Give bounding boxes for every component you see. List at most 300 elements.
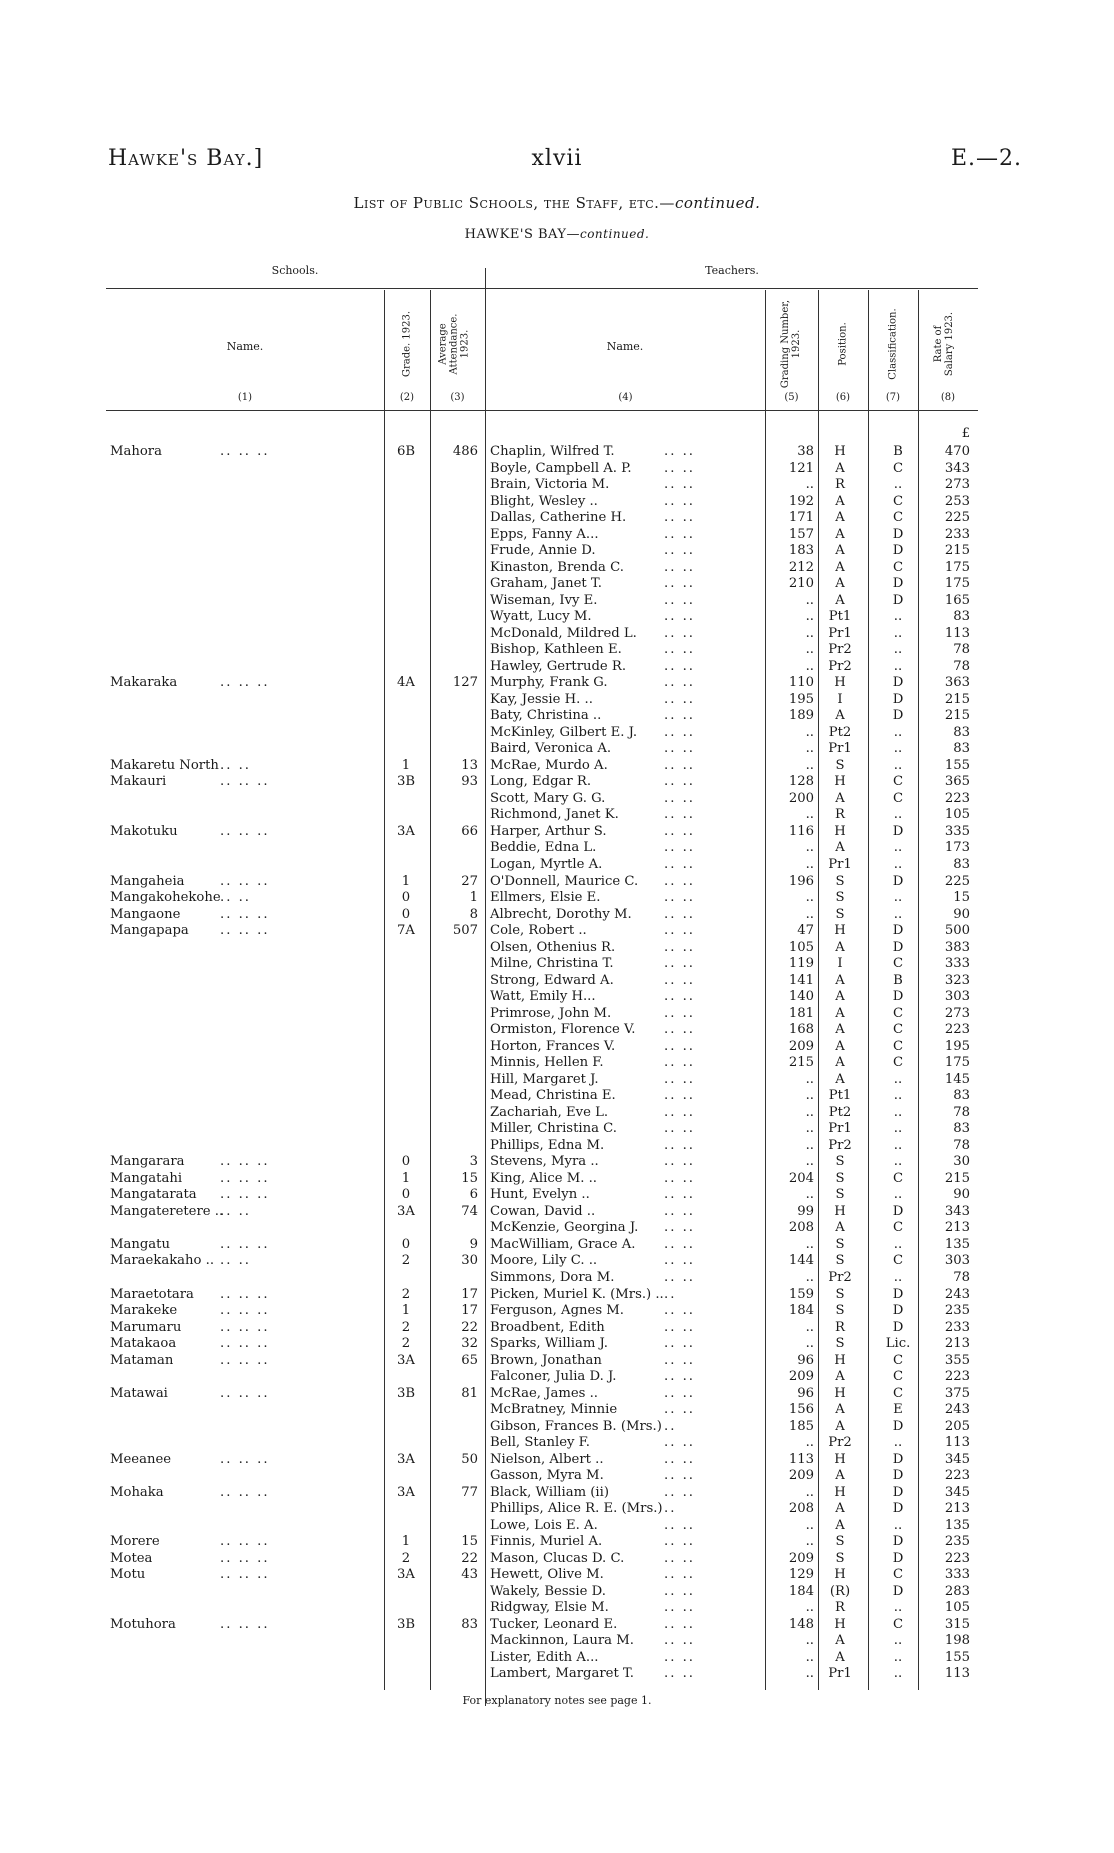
table-row [0, 1287, 1114, 1304]
grading-number: 204 [788, 1170, 814, 1186]
table-row [0, 543, 1114, 560]
teacher-name: Baty, Christina .. [490, 708, 602, 724]
position: Pt1 [828, 609, 852, 625]
grading-number: .. [805, 1187, 814, 1203]
classification: C [892, 510, 904, 526]
school-leader-dots: .. .. .. [220, 1170, 270, 1186]
teacher-name: Albrecht, Dorothy M. [490, 906, 632, 922]
classification: C [892, 1170, 904, 1186]
grading-number: .. [805, 1319, 814, 1335]
teacher-leader-dots: .. .. [664, 1319, 695, 1335]
teacher-leader-dots: .. .. [664, 923, 695, 939]
school-attendance: 74 [461, 1203, 478, 1219]
salary: 173 [944, 840, 970, 856]
salary: 145 [944, 1071, 970, 1087]
position: H [834, 675, 846, 691]
table-row [0, 1006, 1114, 1023]
position: A [835, 1633, 845, 1649]
teacher-name: Lowe, Lois E. A. [490, 1517, 598, 1533]
position: A [835, 543, 845, 559]
teacher-name-header: Name. [606, 340, 644, 353]
salary: 223 [944, 790, 970, 806]
table-row [0, 741, 1114, 758]
school-attendance: 8 [469, 906, 478, 922]
grading-number: 157 [788, 526, 814, 542]
position: H [834, 823, 846, 839]
position: A [835, 1022, 845, 1038]
table-row [0, 1105, 1114, 1122]
teacher-name: Ferguson, Agnes M. [490, 1303, 624, 1319]
teacher-name: Gasson, Myra M. [490, 1468, 604, 1484]
position: H [834, 1451, 846, 1467]
school-leader-dots: .. .. .. [220, 1286, 270, 1302]
teacher-name: Mackinnon, Laura M. [490, 1633, 634, 1649]
salary: 83 [953, 741, 970, 757]
teacher-name: Hewett, Olive M. [490, 1567, 604, 1583]
salary: 335 [944, 823, 970, 839]
salary: 175 [944, 1055, 970, 1071]
table-row [0, 1072, 1114, 1089]
teacher-name: Finnis, Muriel A. [490, 1534, 603, 1550]
school-name: Mangaone [110, 906, 181, 922]
teacher-leader-dots: .. .. [664, 1468, 695, 1484]
classification: .. [893, 1270, 903, 1285]
salary: 135 [944, 1236, 970, 1252]
position: S [835, 873, 845, 889]
position: A [835, 972, 845, 988]
title-main: List of Public Schools, the Staff, etc.— [353, 194, 675, 212]
teachers-group-header: Teachers. [705, 264, 759, 277]
classification: D [892, 691, 904, 707]
school-attendance: 22 [461, 1319, 478, 1335]
classification: C [892, 1055, 904, 1071]
salary: 213 [944, 1220, 970, 1236]
table-row [0, 1419, 1114, 1436]
position: S [835, 1286, 845, 1302]
school-leader-dots: .. .. .. [220, 1336, 270, 1352]
teacher-name: Wiseman, Ivy E. [490, 592, 598, 608]
position: Pr2 [828, 1270, 852, 1285]
position: S [835, 1303, 845, 1319]
teacher-name: Minnis, Hellen F. [490, 1055, 604, 1071]
school-leader-dots: .. .. .. [220, 1319, 270, 1335]
school-grade: 3A [397, 823, 415, 839]
position: A [835, 1038, 845, 1054]
classification: D [892, 1203, 904, 1219]
position: S [835, 1154, 845, 1170]
table-row [0, 626, 1114, 643]
school-attendance: 65 [461, 1352, 478, 1368]
school-name: Makaretu North [110, 757, 219, 773]
classification: .. [893, 1517, 903, 1533]
position: A [835, 1055, 845, 1071]
teacher-leader-dots: .. .. [664, 1220, 695, 1236]
school-name: Motea [110, 1550, 153, 1566]
school-leader-dots: .. .. .. [220, 1154, 270, 1170]
school-grade: 3A [397, 1352, 415, 1368]
salary: 113 [944, 625, 970, 641]
school-attendance: 507 [452, 923, 478, 939]
teacher-leader-dots: .. .. [664, 444, 695, 459]
school-attendance: 17 [461, 1286, 478, 1302]
position: I [837, 691, 843, 707]
table-row [0, 1303, 1114, 1320]
position: S [835, 890, 845, 906]
grading-number: .. [805, 1121, 814, 1137]
teacher-name: Scott, Mary G. G. [490, 790, 606, 806]
position: H [834, 1352, 846, 1368]
school-grade: 0 [401, 1187, 411, 1203]
grading-number: 192 [788, 493, 814, 509]
grading-number: .. [805, 741, 814, 757]
col-number-1: (1) [237, 392, 253, 403]
classification: .. [893, 724, 903, 740]
classification: C [892, 774, 904, 790]
teacher-leader-dots: .. .. [664, 823, 695, 839]
page-title [0, 194, 1114, 212]
table-row [0, 560, 1114, 577]
table-row [0, 1320, 1114, 1337]
classification: D [892, 576, 904, 592]
teacher-name: Beddie, Edna L. [490, 840, 597, 856]
classification: C [892, 1369, 904, 1385]
salary: 223 [944, 1022, 970, 1038]
classification: D [892, 1534, 904, 1550]
position: S [835, 1187, 845, 1203]
salary: 213 [944, 1501, 970, 1517]
salary: 345 [944, 1484, 970, 1500]
grading-number: 128 [788, 774, 814, 790]
table-row [0, 940, 1114, 957]
school-grade: 3A [397, 1203, 415, 1219]
grading-number: .. [805, 592, 814, 608]
classification: .. [893, 1633, 903, 1649]
grading-number: .. [805, 1666, 814, 1682]
classification: .. [893, 1187, 903, 1203]
table-row [0, 692, 1114, 709]
grading-number: 144 [788, 1253, 814, 1269]
teacher-name: Falconer, Julia D. J. [490, 1369, 617, 1385]
grading-number: 96 [797, 1385, 814, 1401]
table-row [0, 1353, 1114, 1370]
teacher-name: Frude, Annie D. [490, 543, 596, 559]
school-leader-dots: .. .. .. [220, 1303, 270, 1319]
position: S [835, 1336, 845, 1352]
grading-number: 110 [788, 675, 814, 691]
salary: 113 [944, 1666, 970, 1682]
classification: D [892, 1484, 904, 1500]
table-row [0, 1534, 1114, 1551]
position: S [835, 1253, 845, 1269]
salary: 215 [944, 708, 970, 724]
teacher-leader-dots: .. .. [664, 1352, 695, 1368]
classification: D [892, 543, 904, 559]
grading-number: 189 [788, 708, 814, 724]
teacher-leader-dots: .. .. [664, 1435, 695, 1451]
salary: 470 [944, 444, 970, 459]
teacher-leader-dots: .. .. [664, 757, 695, 773]
grading-number: 208 [788, 1220, 814, 1236]
teacher-name: Simmons, Dora M. [490, 1270, 615, 1285]
teacher-leader-dots: .. .. [664, 1369, 695, 1385]
position: S [835, 757, 845, 773]
salary-header: Rate of Salary 1923. [933, 311, 955, 377]
salary: 315 [944, 1616, 970, 1632]
position: Pr2 [828, 1137, 852, 1153]
grading-number: 209 [788, 1468, 814, 1484]
school-name: Makaraka [110, 675, 178, 691]
teacher-leader-dots: .. [664, 1418, 677, 1434]
grading-number: .. [805, 1071, 814, 1087]
school-name: Mangakohekohe [110, 890, 221, 906]
teacher-name: O'Donnell, Maurice C. [490, 873, 639, 889]
school-name: Motuhora [110, 1616, 176, 1632]
position: A [835, 460, 845, 476]
classification: .. [893, 1121, 903, 1137]
salary: 365 [944, 774, 970, 790]
teacher-leader-dots: .. .. [664, 642, 695, 658]
teacher-leader-dots: .. .. [664, 1616, 695, 1632]
district-subtitle [0, 227, 1114, 242]
classification: .. [893, 1236, 903, 1252]
schools-group-header: Schools. [271, 264, 319, 277]
teacher-leader-dots: .. .. [664, 1666, 695, 1682]
teacher-leader-dots: .. .. [664, 989, 695, 1005]
teacher-leader-dots: .. .. [664, 1402, 695, 1418]
teacher-name: Milne, Christina T. [490, 956, 614, 972]
classification-header: Classification. [887, 308, 899, 380]
school-attendance: 50 [461, 1451, 478, 1467]
teacher-leader-dots: .. .. [664, 1170, 695, 1186]
salary: 343 [944, 1203, 970, 1219]
salary: 233 [944, 1319, 970, 1335]
classification: C [892, 1385, 904, 1401]
teacher-leader-dots: .. .. [664, 1517, 695, 1533]
school-grade: 2 [401, 1319, 411, 1335]
position: A [835, 840, 845, 856]
table-row [0, 659, 1114, 676]
table-row [0, 1584, 1114, 1601]
page-number: xlvii [531, 146, 583, 171]
grading-number: .. [805, 757, 814, 773]
teacher-leader-dots: .. .. [664, 559, 695, 575]
table-top-rule [106, 288, 978, 289]
school-name: Marumaru [110, 1319, 182, 1335]
position: R [835, 807, 845, 823]
table-row [0, 510, 1114, 527]
position: A [835, 790, 845, 806]
grading-number: .. [805, 890, 814, 906]
position: H [834, 923, 846, 939]
school-attendance: 486 [452, 444, 478, 459]
grading-number: 200 [788, 790, 814, 806]
classification: .. [893, 642, 903, 658]
classification: .. [893, 1666, 903, 1682]
position: H [834, 774, 846, 790]
classification: D [892, 1550, 904, 1566]
grading-number: 99 [797, 1203, 814, 1219]
classification: C [892, 559, 904, 575]
classification: D [892, 592, 904, 608]
salary: 78 [953, 658, 970, 674]
classification: .. [893, 609, 903, 625]
table-row [0, 1270, 1114, 1287]
teacher-name: Broadbent, Edith [490, 1319, 605, 1335]
position: A [835, 1402, 845, 1418]
table-row [0, 1650, 1114, 1667]
grading-number: 183 [788, 543, 814, 559]
position: S [835, 1236, 845, 1252]
table-row [0, 444, 1114, 461]
classification: .. [893, 1104, 903, 1120]
salary: 215 [944, 1170, 970, 1186]
grading-number: .. [805, 1633, 814, 1649]
teacher-leader-dots: .. .. [664, 906, 695, 922]
classification: .. [893, 741, 903, 757]
classification: C [892, 1567, 904, 1583]
position: Pr1 [828, 625, 852, 641]
school-leader-dots: .. .. .. [220, 1236, 270, 1252]
teacher-leader-dots: .. .. [664, 1187, 695, 1203]
table-row [0, 1220, 1114, 1237]
school-attendance: 17 [461, 1303, 478, 1319]
school-grade: 1 [401, 1303, 411, 1319]
position: Pt2 [828, 1104, 852, 1120]
school-leader-dots: .. .. .. [220, 1352, 270, 1368]
salary: 243 [944, 1286, 970, 1302]
grading-number: 116 [788, 823, 814, 839]
table-row [0, 1055, 1114, 1072]
grading-number: 113 [788, 1451, 814, 1467]
grade-header: Grade. 1923. [401, 310, 413, 378]
grading-number: 156 [788, 1402, 814, 1418]
teacher-name: McDonald, Mildred L. [490, 625, 637, 641]
classification: D [892, 1451, 904, 1467]
table-row [0, 1039, 1114, 1056]
position: A [835, 1468, 845, 1484]
col-number-2: (2) [399, 392, 415, 403]
school-grade: 4A [397, 675, 415, 691]
position: S [835, 1170, 845, 1186]
grading-number: 96 [797, 1352, 814, 1368]
position: A [835, 559, 845, 575]
teacher-leader-dots: .. .. [664, 1038, 695, 1054]
table-row [0, 1485, 1114, 1502]
school-leader-dots: .. .. .. [220, 1187, 270, 1203]
school-name-header: Name. [226, 340, 264, 353]
school-leader-dots: .. .. .. [220, 873, 270, 889]
school-attendance: 81 [461, 1385, 478, 1401]
school-grade: 3B [396, 1616, 416, 1632]
grading-number: .. [805, 1104, 814, 1120]
school-grade: 2 [401, 1286, 411, 1302]
teacher-name: Dallas, Catherine H. [490, 510, 627, 526]
col-number-4: (4) [618, 392, 633, 403]
teacher-leader-dots: .. .. [664, 956, 695, 972]
table-row [0, 527, 1114, 544]
table-row [0, 1369, 1114, 1386]
teacher-leader-dots: .. .. [664, 1336, 695, 1352]
teacher-leader-dots: .. .. [664, 972, 695, 988]
classification: E [893, 1402, 903, 1418]
classification: D [892, 873, 904, 889]
teacher-leader-dots: .. .. [664, 675, 695, 691]
salary: 225 [944, 510, 970, 526]
subtitle-main: HAWKE'S BAY— [464, 227, 580, 242]
title-continued: continued. [674, 194, 761, 212]
teacher-name: Murphy, Frank G. [490, 675, 608, 691]
salary: 83 [953, 1121, 970, 1137]
teacher-name: Mead, Christina E. [490, 1088, 616, 1104]
school-leader-dots: .. .. [220, 1253, 251, 1269]
header-bottom-rule [106, 410, 978, 411]
salary: 333 [944, 956, 970, 972]
teacher-leader-dots: .. .. [664, 724, 695, 740]
teacher-leader-dots: .. .. [664, 493, 695, 509]
salary: 135 [944, 1517, 970, 1533]
classification: C [892, 1022, 904, 1038]
position: A [835, 939, 845, 955]
position: H [834, 1567, 846, 1583]
table-row [0, 956, 1114, 973]
table-row [0, 1435, 1114, 1452]
table-row [0, 973, 1114, 990]
grading-number: .. [805, 1600, 814, 1616]
school-name: Meeanee [110, 1451, 172, 1467]
table-row [0, 461, 1114, 478]
teacher-leader-dots: .. .. [664, 1649, 695, 1665]
classification: D [892, 1418, 904, 1434]
position: H [834, 444, 846, 459]
position: H [834, 1616, 846, 1632]
salary: 333 [944, 1567, 970, 1583]
school-name: Mahora [110, 444, 162, 459]
salary: 175 [944, 559, 970, 575]
salary: 225 [944, 873, 970, 889]
table-row [0, 857, 1114, 874]
table-row [0, 675, 1114, 692]
teacher-leader-dots: .. .. [664, 526, 695, 542]
school-name: Mangateretere .. [110, 1203, 224, 1219]
classification: .. [893, 906, 903, 922]
table-row [0, 1452, 1114, 1469]
school-attendance: 32 [461, 1336, 478, 1352]
salary: 155 [944, 757, 970, 773]
salary: 253 [944, 493, 970, 509]
salary: 90 [953, 906, 970, 922]
teacher-leader-dots: .. .. [664, 609, 695, 625]
teacher-leader-dots: .. .. [664, 1385, 695, 1401]
grading-header: Grading Number, 1923. [780, 299, 802, 389]
position: Pr1 [828, 741, 852, 757]
teacher-leader-dots: .. .. [664, 1022, 695, 1038]
grading-number: .. [805, 1270, 814, 1285]
teacher-name: Bell, Stanley F. [490, 1435, 590, 1451]
position-header: Position. [837, 322, 849, 366]
subtitle-continued: continued. [579, 227, 650, 241]
grading-number: 212 [788, 559, 814, 575]
salary: 78 [953, 642, 970, 658]
teacher-leader-dots: .. .. [664, 1005, 695, 1021]
table-row [0, 1501, 1114, 1518]
teacher-leader-dots: .. [664, 1286, 677, 1302]
grading-number: 196 [788, 873, 814, 889]
classification: .. [893, 477, 903, 493]
teacher-name: Ellmers, Elsie E. [490, 890, 601, 906]
position: A [835, 493, 845, 509]
salary: 215 [944, 543, 970, 559]
teacher-name: Olsen, Othenius R. [490, 939, 616, 955]
